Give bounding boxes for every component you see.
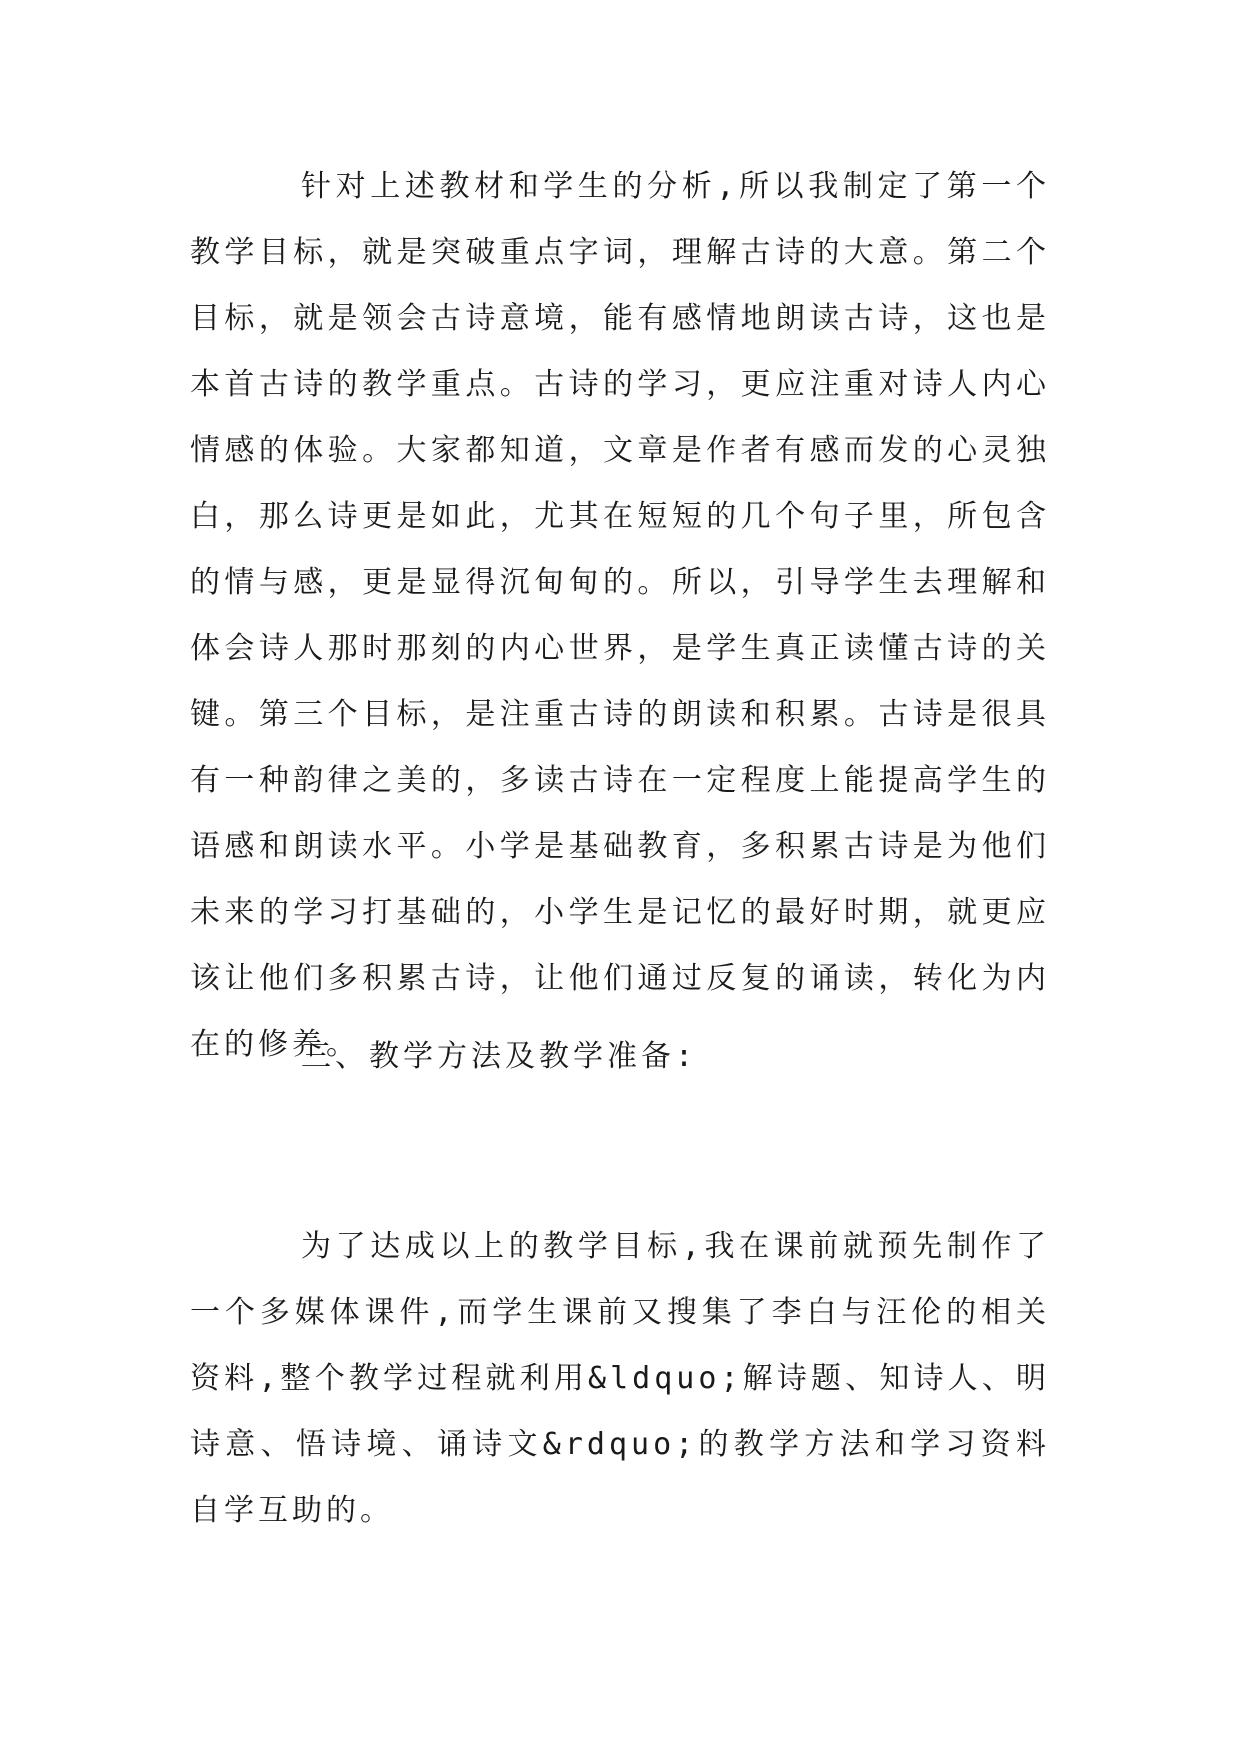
section-heading: 三、教学方法及教学准备:: [301, 1039, 698, 1074]
paragraph-teaching-methods: 为了达成以上的教学目标,我在课前就预先制作了一个多媒体课件,而学生课前又搜集了李白与汪伦的相关资料,整个教学过程就利用&ldquo;解诗题、知诗人、明诗意、悟诗境、诵诗文&rdquo;的教学方法和学习资料自学互助的。: [190, 1229, 1050, 1528]
paragraph-teaching-goals: 针对上述教材和学生的分析,所以我制定了第一个教学目标，就是突破重点字词，理解古诗的大意。第二个目标，就是领会古诗意境，能有感情地朗读古诗，这也是本首古诗的教学重点。古诗的学习，更应注重对诗人内心情感的体验。大家都知道，文章是作者有感而发的心灵独白，那么诗更是如此，尤其在短短的几个句子里，所包含的情与感，更是显得沉甸甸的。所以，引导学生去理解和体会诗人那时那刻的内心世界，是学生真正读懂古诗的关键。第三个目标，是注重古诗的朗读和积累。古诗是很具有一种韵律之美的，多读古诗在一定程度上能提高学生的语感和朗读水平。小学是基础教育，多积累古诗是为他们未来的学习打基础的，小学生是记忆的最好时期，就更应该让他们多积累古诗，让他们通过反复的诵读，转化为内在的修养。: [190, 169, 1050, 1062]
